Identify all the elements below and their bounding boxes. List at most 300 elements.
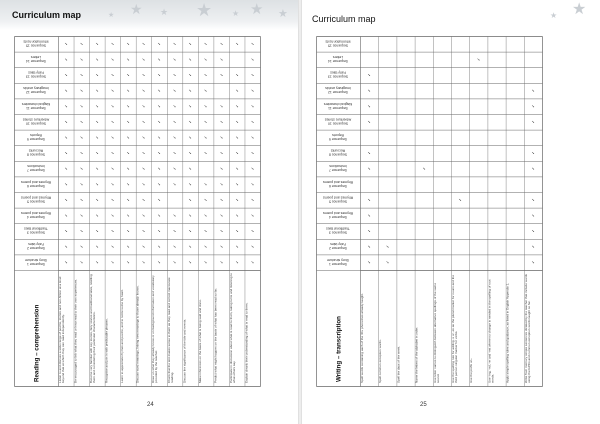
tick-mark: ✓ — [172, 57, 178, 62]
objective-text: Name the letters of the alphabet in order. — [414, 326, 419, 383]
tick-mark: ✓ — [63, 135, 69, 140]
tick-mark: ✓ — [125, 213, 131, 218]
tick-mark: ✓ — [63, 42, 69, 46]
tick-mark: ✓ — [125, 73, 131, 77]
sequence-label — [328, 71, 348, 79]
sequence-label — [329, 242, 347, 250]
tick-mark: ✓ — [109, 229, 115, 233]
tick-mark: ✓ — [63, 182, 69, 186]
objective-cell — [120, 272, 136, 384]
sequence-label-text: Sequence 5 — [328, 199, 348, 204]
tick-mark: ✓ — [218, 57, 224, 62]
objective-cell — [360, 272, 378, 384]
tick-mark: ✓ — [218, 213, 224, 218]
tick-mark: ✓ — [63, 73, 69, 77]
tick-mark: ✓ — [94, 260, 100, 264]
tick-mark: ✓ — [156, 88, 162, 93]
tick-mark: ✓ — [234, 151, 240, 155]
tick-mark: ✓ — [475, 57, 481, 62]
tick-mark: ✓ — [187, 260, 193, 264]
tick-mark: ✓ — [94, 73, 100, 77]
tick-mark: ✓ — [156, 73, 162, 77]
tick-mark: ✓ — [172, 120, 178, 124]
tick-mark: ✓ — [218, 120, 224, 124]
tick-mark: ✓ — [94, 104, 100, 108]
page-title: Curriculum map — [312, 14, 376, 24]
sequence-label-text: Traditional tales — [326, 226, 350, 231]
tick-mark: ✓ — [109, 213, 115, 218]
tick-mark: ✓ — [366, 260, 372, 264]
right-page — [302, 0, 600, 424]
tick-mark: ✓ — [63, 166, 69, 171]
tick-mark: ✓ — [218, 229, 224, 233]
tick-mark: ✓ — [78, 198, 84, 202]
sequence-label — [26, 55, 46, 63]
objective-cell — [451, 272, 469, 384]
tick-mark: ✓ — [94, 244, 100, 249]
tick-mark: ✓ — [203, 229, 209, 233]
tick-mark: ✓ — [203, 57, 209, 62]
tick-mark: ✓ — [203, 213, 209, 218]
sequence-label-text: Sequence 12 — [26, 90, 46, 95]
objective-text: Draw on what they already know or on background information and vocabulary provided by the teacher. — [150, 275, 159, 383]
tick-mark: ✓ — [172, 260, 178, 264]
objective-text: Use -ing, -ed, -er and -est where no change is needed in the spelling of root words. — [486, 279, 495, 383]
objective-text: Be encouraged to link what they read or hear read to their own experiences. — [73, 278, 78, 383]
sequence-label-text: Fairy tales — [28, 70, 44, 75]
tick-mark: ✓ — [530, 244, 536, 249]
tick-mark: ✓ — [156, 42, 162, 46]
tick-mark: ✓ — [234, 88, 240, 93]
tick-mark: ✓ — [366, 244, 372, 249]
tick-mark: ✓ — [78, 42, 84, 46]
star-icon: ★ — [250, 1, 264, 18]
tick-mark: ✓ — [141, 88, 147, 93]
tick-mark: ✓ — [63, 104, 69, 108]
sequence-label — [323, 211, 353, 219]
tick-mark: ✓ — [141, 213, 147, 218]
tick-mark: ✓ — [109, 57, 115, 62]
sequence-label-text: Sequence 1 — [26, 261, 46, 266]
sequence-label-text: Sequence 10 — [26, 121, 46, 126]
sequence-label-text: Sequence 11 — [26, 105, 46, 110]
tick-mark: ✓ — [457, 198, 463, 202]
tick-mark: ✓ — [94, 88, 100, 93]
objective-text: Use the spelling rule for adding -s or -es as the plural marker for nouns and the third person singular marker for verbs. — [450, 275, 459, 383]
tick-mark: ✓ — [187, 88, 193, 93]
sequence-label-text: Letters — [30, 55, 42, 59]
tick-mark: ✓ — [234, 73, 240, 77]
objective-text: Recognise and join in with predictable phrases. — [104, 318, 109, 383]
tick-mark: ✓ — [141, 73, 147, 77]
tick-mark: ✓ — [94, 213, 100, 218]
sequence-label-text: Traditional tales — [24, 226, 48, 231]
tick-mark: ✓ — [218, 244, 224, 249]
tick-mark: ✓ — [78, 260, 84, 264]
tick-mark: ✓ — [249, 198, 255, 202]
tick-mark: ✓ — [78, 88, 84, 93]
star-icon: ★ — [108, 12, 115, 19]
sequence-label-text: Information texts — [23, 39, 49, 44]
sequence-label-text: Instructions — [329, 164, 347, 169]
tick-mark: ✓ — [249, 120, 255, 124]
tick-mark: ✓ — [249, 135, 255, 140]
tick-mark: ✓ — [187, 73, 193, 77]
tick-mark: ✓ — [156, 198, 162, 202]
tick-mark: ✓ — [234, 213, 240, 218]
tick-mark: ✓ — [366, 73, 372, 77]
sequence-label-text: Sequence 11 — [328, 105, 348, 110]
sequence-label-text: Rhymes and poems — [322, 179, 354, 184]
tick-mark: ✓ — [172, 182, 178, 186]
objective-text: Spell the days of the week. — [395, 346, 400, 383]
tick-mark: ✓ — [125, 120, 131, 124]
tick-mark: ✓ — [125, 57, 131, 62]
tick-mark: ✓ — [530, 104, 536, 108]
tick-mark: ✓ — [156, 166, 162, 171]
objective-text: Explain clearly their understanding of what is read to them. — [244, 302, 249, 383]
sequence-label-text: Sequence 14 — [328, 59, 348, 63]
tick-mark: ✓ — [366, 104, 372, 108]
tick-mark: ✓ — [109, 104, 115, 108]
section-heading: Writing – transcription — [335, 316, 343, 382]
tick-mark: ✓ — [234, 198, 240, 202]
tick-mark: ✓ — [172, 244, 178, 249]
sequence-label — [323, 195, 353, 203]
star-icon: ★ — [572, 1, 587, 18]
tick-mark: ✓ — [530, 260, 536, 264]
objective-text: Write from memory simple sentences dictated by the teacher that include words using the GPCs and common exception words taught so far. — [523, 274, 531, 383]
sequence-label-text: Sequence 8 — [328, 152, 348, 157]
page-title: Curriculum map — [12, 10, 82, 20]
tick-mark: ✓ — [172, 151, 178, 155]
tick-mark: ✓ — [249, 182, 255, 186]
star-icon: ★ — [232, 9, 240, 18]
sequence-label-text: Adventure stories — [22, 117, 50, 122]
tick-mark: ✓ — [94, 166, 100, 171]
sequence-label-text: Sequence 6 — [328, 183, 348, 188]
tick-mark: ✓ — [203, 135, 209, 140]
sequence-label-text: Rhymes and poems — [322, 195, 354, 200]
section-heading: Reading – comprehension — [33, 304, 41, 382]
tick-mark: ✓ — [234, 104, 240, 108]
objective-cell — [105, 272, 121, 384]
sequence-label-text: Sequence 7 — [26, 168, 46, 173]
tick-mark: ✓ — [203, 42, 209, 46]
sequence-label-text: Sequence 15 — [328, 43, 348, 48]
sequence-label-text: Sequence 13 — [328, 74, 348, 79]
tick-mark: ✓ — [203, 73, 209, 77]
tick-mark: ✓ — [141, 260, 147, 264]
curriculum-table — [316, 36, 544, 388]
tick-mark: ✓ — [187, 198, 193, 202]
sequence-label — [323, 180, 353, 188]
sequence-label — [21, 211, 51, 219]
tick-mark: ✓ — [78, 57, 84, 62]
tick-mark: ✓ — [218, 73, 224, 77]
tick-mark: ✓ — [109, 135, 115, 140]
tick-mark: ✓ — [234, 166, 240, 171]
sequence-label — [21, 102, 50, 110]
tick-mark: ✓ — [156, 135, 162, 140]
objective-text: Use letter names to distinguish between alternative spellings of the same sound. — [432, 283, 440, 383]
sequence-label-text: Sequence 3 — [26, 230, 46, 235]
tick-mark: ✓ — [125, 166, 131, 171]
sequence-label — [24, 227, 48, 235]
sequence-label-text: Sequence 2 — [26, 246, 46, 251]
tick-mark: ✓ — [366, 213, 372, 218]
objective-cell — [89, 272, 105, 384]
tick-mark: ✓ — [421, 166, 427, 171]
sequence-label — [21, 195, 51, 203]
tick-mark: ✓ — [141, 182, 147, 186]
tick-mark: ✓ — [78, 229, 84, 233]
sequence-label-text: Sequence 10 — [328, 121, 348, 126]
objective-cell — [524, 272, 542, 384]
tick-mark: ✓ — [384, 244, 390, 249]
tick-mark: ✓ — [187, 213, 193, 218]
sequence-label-text: Adventure stories — [324, 117, 352, 122]
tick-mark: ✓ — [234, 182, 240, 186]
sequence-label-text: Sequence 1 — [328, 261, 348, 266]
tick-mark: ✓ — [78, 104, 84, 108]
tick-mark: ✓ — [234, 120, 240, 124]
tick-mark: ✓ — [141, 42, 147, 46]
tick-mark: ✓ — [249, 229, 255, 233]
sequence-label-text: Recounts — [330, 148, 346, 153]
tick-mark: ✓ — [366, 151, 372, 155]
tick-mark: ✓ — [94, 229, 100, 233]
objective-text: Apply simple spelling rules and guidance, as listed in English Appendix 1. — [505, 282, 510, 383]
tick-mark: ✓ — [78, 73, 84, 77]
tick-mark: ✓ — [109, 260, 115, 264]
tick-mark: ✓ — [249, 42, 255, 46]
tick-mark: ✓ — [63, 120, 69, 124]
objective-cell — [396, 272, 414, 384]
sequence-label-text: Fairy tales — [28, 242, 44, 247]
tick-mark: ✓ — [125, 229, 131, 233]
tick-mark: ✓ — [109, 198, 115, 202]
tick-mark: ✓ — [125, 260, 131, 264]
sequence-label — [325, 39, 350, 47]
tick-mark: ✓ — [366, 198, 372, 202]
tick-mark: ✓ — [249, 57, 255, 62]
page-number: 25 — [420, 402, 427, 408]
tick-mark: ✓ — [156, 244, 162, 249]
sequence-label-text: Imaginary worlds — [23, 86, 49, 91]
tick-mark: ✓ — [203, 244, 209, 249]
tick-mark: ✓ — [172, 213, 178, 218]
tick-mark: ✓ — [187, 57, 193, 62]
tick-mark: ✓ — [63, 88, 69, 93]
tick-mark: ✓ — [94, 42, 100, 46]
left-page — [0, 0, 298, 424]
tick-mark: ✓ — [172, 104, 178, 108]
tick-mark: ✓ — [141, 57, 147, 62]
objective-cell — [74, 272, 90, 384]
tick-mark: ✓ — [141, 135, 147, 140]
objective-cell — [213, 272, 229, 384]
tick-mark: ✓ — [234, 229, 240, 233]
sequence-label-text: Sequence 4 — [26, 215, 46, 219]
objective-text: Predict what might happen on the basis of what has been read so far. — [212, 288, 217, 383]
star-icon: ★ — [130, 1, 143, 17]
tick-mark: ✓ — [203, 182, 209, 186]
objective-text: Make inferences on the basis of what is being said and done. — [197, 299, 202, 383]
tick-mark: ✓ — [530, 198, 536, 202]
sequence-label-text: Sequence 6 — [26, 183, 46, 188]
tick-mark: ✓ — [94, 182, 100, 186]
tick-mark: ✓ — [156, 229, 162, 233]
tick-mark: ✓ — [203, 120, 209, 124]
tick-mark: ✓ — [530, 166, 536, 171]
tick-mark: ✓ — [156, 57, 162, 62]
sequence-label-text: Sequence 4 — [328, 215, 348, 219]
tick-mark: ✓ — [172, 135, 178, 140]
tick-mark: ✓ — [125, 104, 131, 108]
tick-mark: ✓ — [125, 182, 131, 186]
tick-mark: ✓ — [234, 244, 240, 249]
tick-mark: ✓ — [63, 151, 69, 155]
tick-mark: ✓ — [249, 104, 255, 108]
tick-mark: ✓ — [172, 166, 178, 171]
tick-mark: ✓ — [218, 135, 224, 140]
tick-mark: ✓ — [109, 182, 115, 186]
objective-cell — [469, 272, 487, 384]
sequence-label-text: Instructions — [27, 164, 45, 169]
tick-mark: ✓ — [141, 151, 147, 155]
objective-text: Use the prefix un-. — [468, 357, 473, 383]
sequence-label — [23, 86, 49, 94]
tick-mark: ✓ — [203, 104, 209, 108]
tick-mark: ✓ — [187, 166, 193, 171]
objective-text: Become very familiar with key stories, fairy stories and traditional tales, retelling them and considering their particular characteristics. — [88, 274, 97, 383]
tick-mark: ✓ — [63, 260, 69, 264]
objective-cell — [433, 272, 451, 384]
objective-text: Spell common exception words. — [377, 339, 382, 383]
sequence-label — [27, 149, 45, 157]
sequence-label-text: Magical characters — [21, 101, 51, 106]
tick-mark: ✓ — [141, 120, 147, 124]
tick-mark: ✓ — [125, 88, 131, 93]
tick-mark: ✓ — [156, 151, 162, 155]
sequence-label-text: Recounts — [28, 148, 44, 153]
star-icon: ★ — [160, 7, 169, 17]
sequence-label — [27, 164, 45, 172]
tick-mark: ✓ — [94, 198, 100, 202]
tick-mark: ✓ — [203, 88, 209, 93]
tick-mark: ✓ — [366, 166, 372, 171]
tick-mark: ✓ — [63, 229, 69, 233]
sequence-label — [328, 55, 348, 63]
tick-mark: ✓ — [530, 151, 536, 155]
tick-mark: ✓ — [203, 260, 209, 264]
tick-mark: ✓ — [63, 213, 69, 218]
tick-mark: ✓ — [156, 182, 162, 186]
sequence-label-text: Imaginary worlds — [325, 86, 351, 91]
tick-mark: ✓ — [63, 244, 69, 249]
tick-mark: ✓ — [125, 151, 131, 155]
tick-mark: ✓ — [109, 120, 115, 124]
tick-mark: ✓ — [218, 166, 224, 171]
tick-mark: ✓ — [187, 229, 193, 233]
tick-mark: ✓ — [234, 260, 240, 264]
objective-text: Participate in discussion about what is read to them, taking turns and listening to what others say. — [228, 273, 237, 383]
sequence-label — [329, 133, 347, 141]
sequence-label-text: Sequence 15 — [26, 43, 46, 48]
sequence-label-text: Sequence 8 — [26, 152, 46, 157]
objective-text: Check that the text makes sense to them as they read and correct inaccurate reading. — [166, 277, 174, 383]
tick-mark: ✓ — [109, 166, 115, 171]
sequence-label — [327, 258, 349, 266]
tick-mark: ✓ — [94, 57, 100, 62]
tick-mark: ✓ — [218, 104, 224, 108]
tick-mark: ✓ — [172, 73, 178, 77]
tick-mark: ✓ — [172, 88, 178, 93]
tick-mark: ✓ — [530, 213, 536, 218]
sequence-label-text: Sequence 9 — [328, 137, 348, 141]
sequence-label — [23, 39, 48, 47]
sequence-label-text: Reports — [30, 133, 42, 137]
tick-mark: ✓ — [249, 213, 255, 218]
tick-mark: ✓ — [109, 88, 115, 93]
tick-mark: ✓ — [156, 260, 162, 264]
tick-mark: ✓ — [125, 244, 131, 249]
tick-mark: ✓ — [203, 151, 209, 155]
tick-mark: ✓ — [141, 104, 147, 108]
tick-mark: ✓ — [109, 42, 115, 46]
objective-cell — [229, 272, 245, 384]
objective-text: Spell words containing each of the 40+ phonemes already taught. — [359, 293, 364, 383]
tick-mark: ✓ — [366, 120, 372, 124]
objective-text: Learn to appreciate rhymes and poems, and to recite some by heart. — [119, 289, 124, 383]
tick-mark: ✓ — [109, 244, 115, 249]
sequence-label-text: Fairy tales — [330, 242, 346, 247]
sequence-label — [323, 102, 352, 110]
tick-mark: ✓ — [141, 198, 147, 202]
tick-mark: ✓ — [187, 151, 193, 155]
sequence-label-text: Story structure — [24, 257, 48, 262]
tick-mark: ✓ — [218, 151, 224, 155]
curriculum-table — [14, 36, 262, 388]
sequence-label — [329, 149, 347, 157]
tick-mark: ✓ — [384, 260, 390, 264]
tick-mark: ✓ — [109, 73, 115, 77]
sequence-label-text: Sequence 9 — [26, 137, 46, 141]
tick-mark: ✓ — [249, 88, 255, 93]
tick-mark: ✓ — [530, 88, 536, 93]
sequence-label — [26, 71, 46, 79]
sequence-label-text: Story structure — [326, 257, 350, 262]
tick-mark: ✓ — [63, 57, 69, 62]
sequence-label-text: Sequence 14 — [26, 59, 46, 63]
tick-mark: ✓ — [218, 182, 224, 186]
tick-mark: ✓ — [78, 166, 84, 171]
tick-mark: ✓ — [141, 229, 147, 233]
sequence-label — [329, 164, 347, 172]
objective-cell — [378, 272, 396, 384]
tick-mark: ✓ — [234, 42, 240, 46]
tick-mark: ✓ — [125, 42, 131, 46]
sequence-label-text: Sequence 13 — [26, 74, 46, 79]
objective-cell — [58, 272, 74, 384]
objective-text: Listen to and discuss a wide range of poems, stories and non-fiction at a level beyond that at which they can read independently. — [57, 276, 66, 383]
tick-mark: ✓ — [125, 135, 131, 140]
tick-mark: ✓ — [125, 198, 131, 202]
tick-mark: ✓ — [187, 120, 193, 124]
sequence-label — [23, 117, 50, 125]
tick-mark: ✓ — [78, 135, 84, 140]
